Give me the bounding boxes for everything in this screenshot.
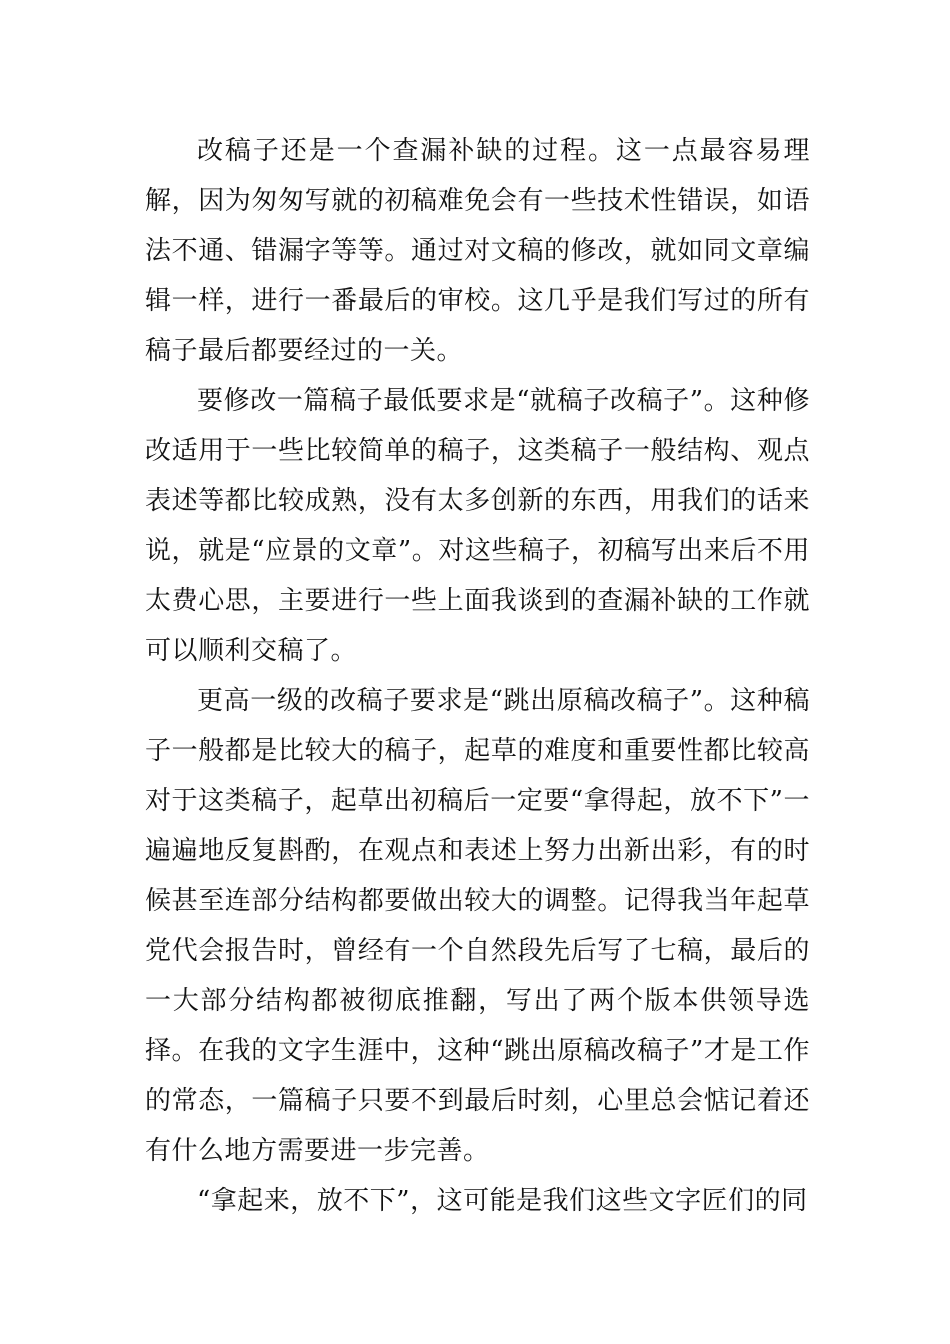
paragraph-3: 更高一级的改稿子要求是“跳出原稿改稿子”。这种稿子一般都是比较大的稿子，起草的难度和重要性都比较高对于这类稿子，起草出初稿后一定要“拿得起，放不下”一遍遍地反复斟酌，在观点和表述上努力出新出彩，有的时候甚至连部分结构都要做出较大的调整。记得我当年起草党代会报告时，曾经有一个自然段先后写了七稿，最后的一大部分结构都被彻底推翻，写出了两个版本供领导选择。在我的文字生涯中，这种“跳出原稿改稿子”才是工作的常态，一篇稿子只要不到最后时刻，心里总会惦记着还有什么地方需要进一步完善。 <box>145 686 810 1166</box>
paragraph-1: 改稿子还是一个查漏补缺的过程。这一点最容易理解，因为匆匆写就的初稿难免会有一些技术性错误，如语法不通、错漏字等等。通过对文稿的修改，就如同文章编辑一样，进行一番最后的审校。这几乎是我们写过的所有稿子最后都要经过的一关。 <box>145 136 810 366</box>
paragraph-4: “拿起来，放不下”，这可能是我们这些文字匠们的同 <box>197 1186 808 1216</box>
paragraph-2: 要修改一篇稿子最低要求是“就稿子改稿子”。这种修改适用于一些比较简单的稿子，这类稿子一般结构、观点表述等都比较成熟，没有太多创新的东西，用我们的话来说，就是“应景的文章”。对这些稿子，初稿写出来后不用太费心思，主要进行一些上面我谈到的查漏补缺的工作就可以顺利交稿了。 <box>145 386 810 666</box>
document-body <box>145 126 810 1226</box>
